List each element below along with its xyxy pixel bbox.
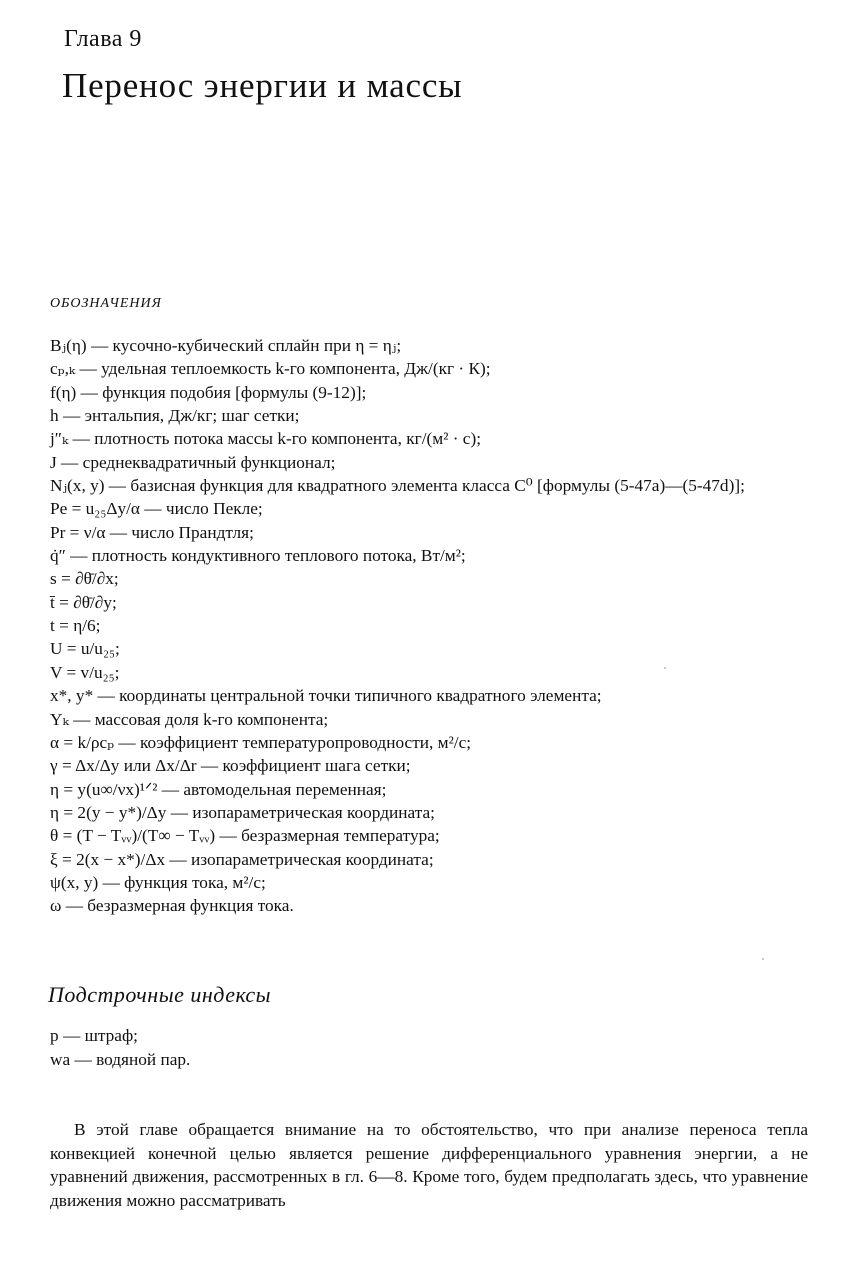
notation-item: γ = Δx/Δy или Δx/Δr — коэффициент шага сетки; <box>50 756 411 776</box>
notation-item: Pr = ν/α — число Прандтля; <box>50 522 254 542</box>
notation-item: Bⱼ(η) — кусочно-кубический сплайн при η = ηⱼ; <box>50 336 402 355</box>
notation-item: q̇″ — плотность кондуктивного теплового потока, Вт/м²; <box>50 546 466 566</box>
body-paragraph: В этой главе обращается внимание на то обстоятельство, что при анализе переноса тепла конвекцией конечной целью является решение дифференциального уравнения энергии, а не уравнений движения, рассмотренных в гл. 6—8. Кроме того, будем предполагать здесь, что уравнение движения можно рассматривать <box>50 1120 808 1210</box>
notation-item: j″ₖ — плотность потока массы k-го компонента, кг/(м² · с); <box>50 429 482 449</box>
notation-item: f(η) — функция подобия [формулы (9-12)]; <box>50 382 367 402</box>
notation-heading: ОБОЗНАЧЕНИЯ <box>50 296 162 311</box>
subscript-item: wa — водяной пар. <box>50 1049 191 1069</box>
notation-item: Pe = u₂₅Δy/α — число Пекле; <box>50 499 263 519</box>
notation-item: cₚ,ₖ — удельная теплоемкость k-го компонента, Дж/(кг · К); <box>50 359 491 379</box>
subscripts-heading: Подстрочные индексы <box>48 982 272 1007</box>
notation-item: θ = (T − Tᵥᵥ)/(T∞ − Tᵥᵥ) — безразмерная температура; <box>50 826 440 846</box>
notation-item: α = k/ρcₚ — коэффициент температуропроводности, м²/с; <box>50 732 472 752</box>
notation-item: Yₖ — массовая доля k-го компонента; <box>50 709 329 729</box>
notation-item: Nⱼ(x, y) — базисная функция для квадратного элемента класса C⁰ [формулы (5-47a)—(5-47d)]; <box>50 476 745 496</box>
notation-item: ψ(x, y) — функция тока, м²/с; <box>50 872 266 892</box>
notation-item: ξ = 2(x − x*)/Δx — изопараметрическая координата; <box>50 849 434 869</box>
subscripts-list <box>50 1024 190 1071</box>
notation-item: h — энтальпия, Дж/кг; шаг сетки; <box>50 406 300 426</box>
subscript-item: p — штраф; <box>50 1026 138 1045</box>
notation-item: η = 2(y − y*)/Δy — изопараметрическая координата; <box>50 802 435 822</box>
notation-list <box>50 334 816 918</box>
chapter-title: Перенос энергии и массы <box>62 66 463 105</box>
scan-speck <box>762 958 764 960</box>
notation-item: U = u/u₂₅; <box>50 639 120 659</box>
notation-item: t = η/6; <box>50 616 101 636</box>
scan-speck <box>664 667 666 669</box>
notation-item: s = ∂θ̄/∂x; <box>50 569 119 589</box>
chapter-label: Глава 9 <box>64 26 142 52</box>
notation-item: η = y(u∞/νx)¹ᐟ² — автомодельная переменная; <box>50 779 387 799</box>
notation-item: V = v/u₂₅; <box>50 662 120 682</box>
notation-item: t̄ = ∂θ̄/∂y; <box>50 592 117 612</box>
notation-item: J — среднеквадратичный функционал; <box>50 452 336 472</box>
notation-item: x*, y* — координаты центральной точки типичного квадратного элемента; <box>50 686 602 706</box>
notation-item: ω — безразмерная функция тока. <box>50 896 294 916</box>
